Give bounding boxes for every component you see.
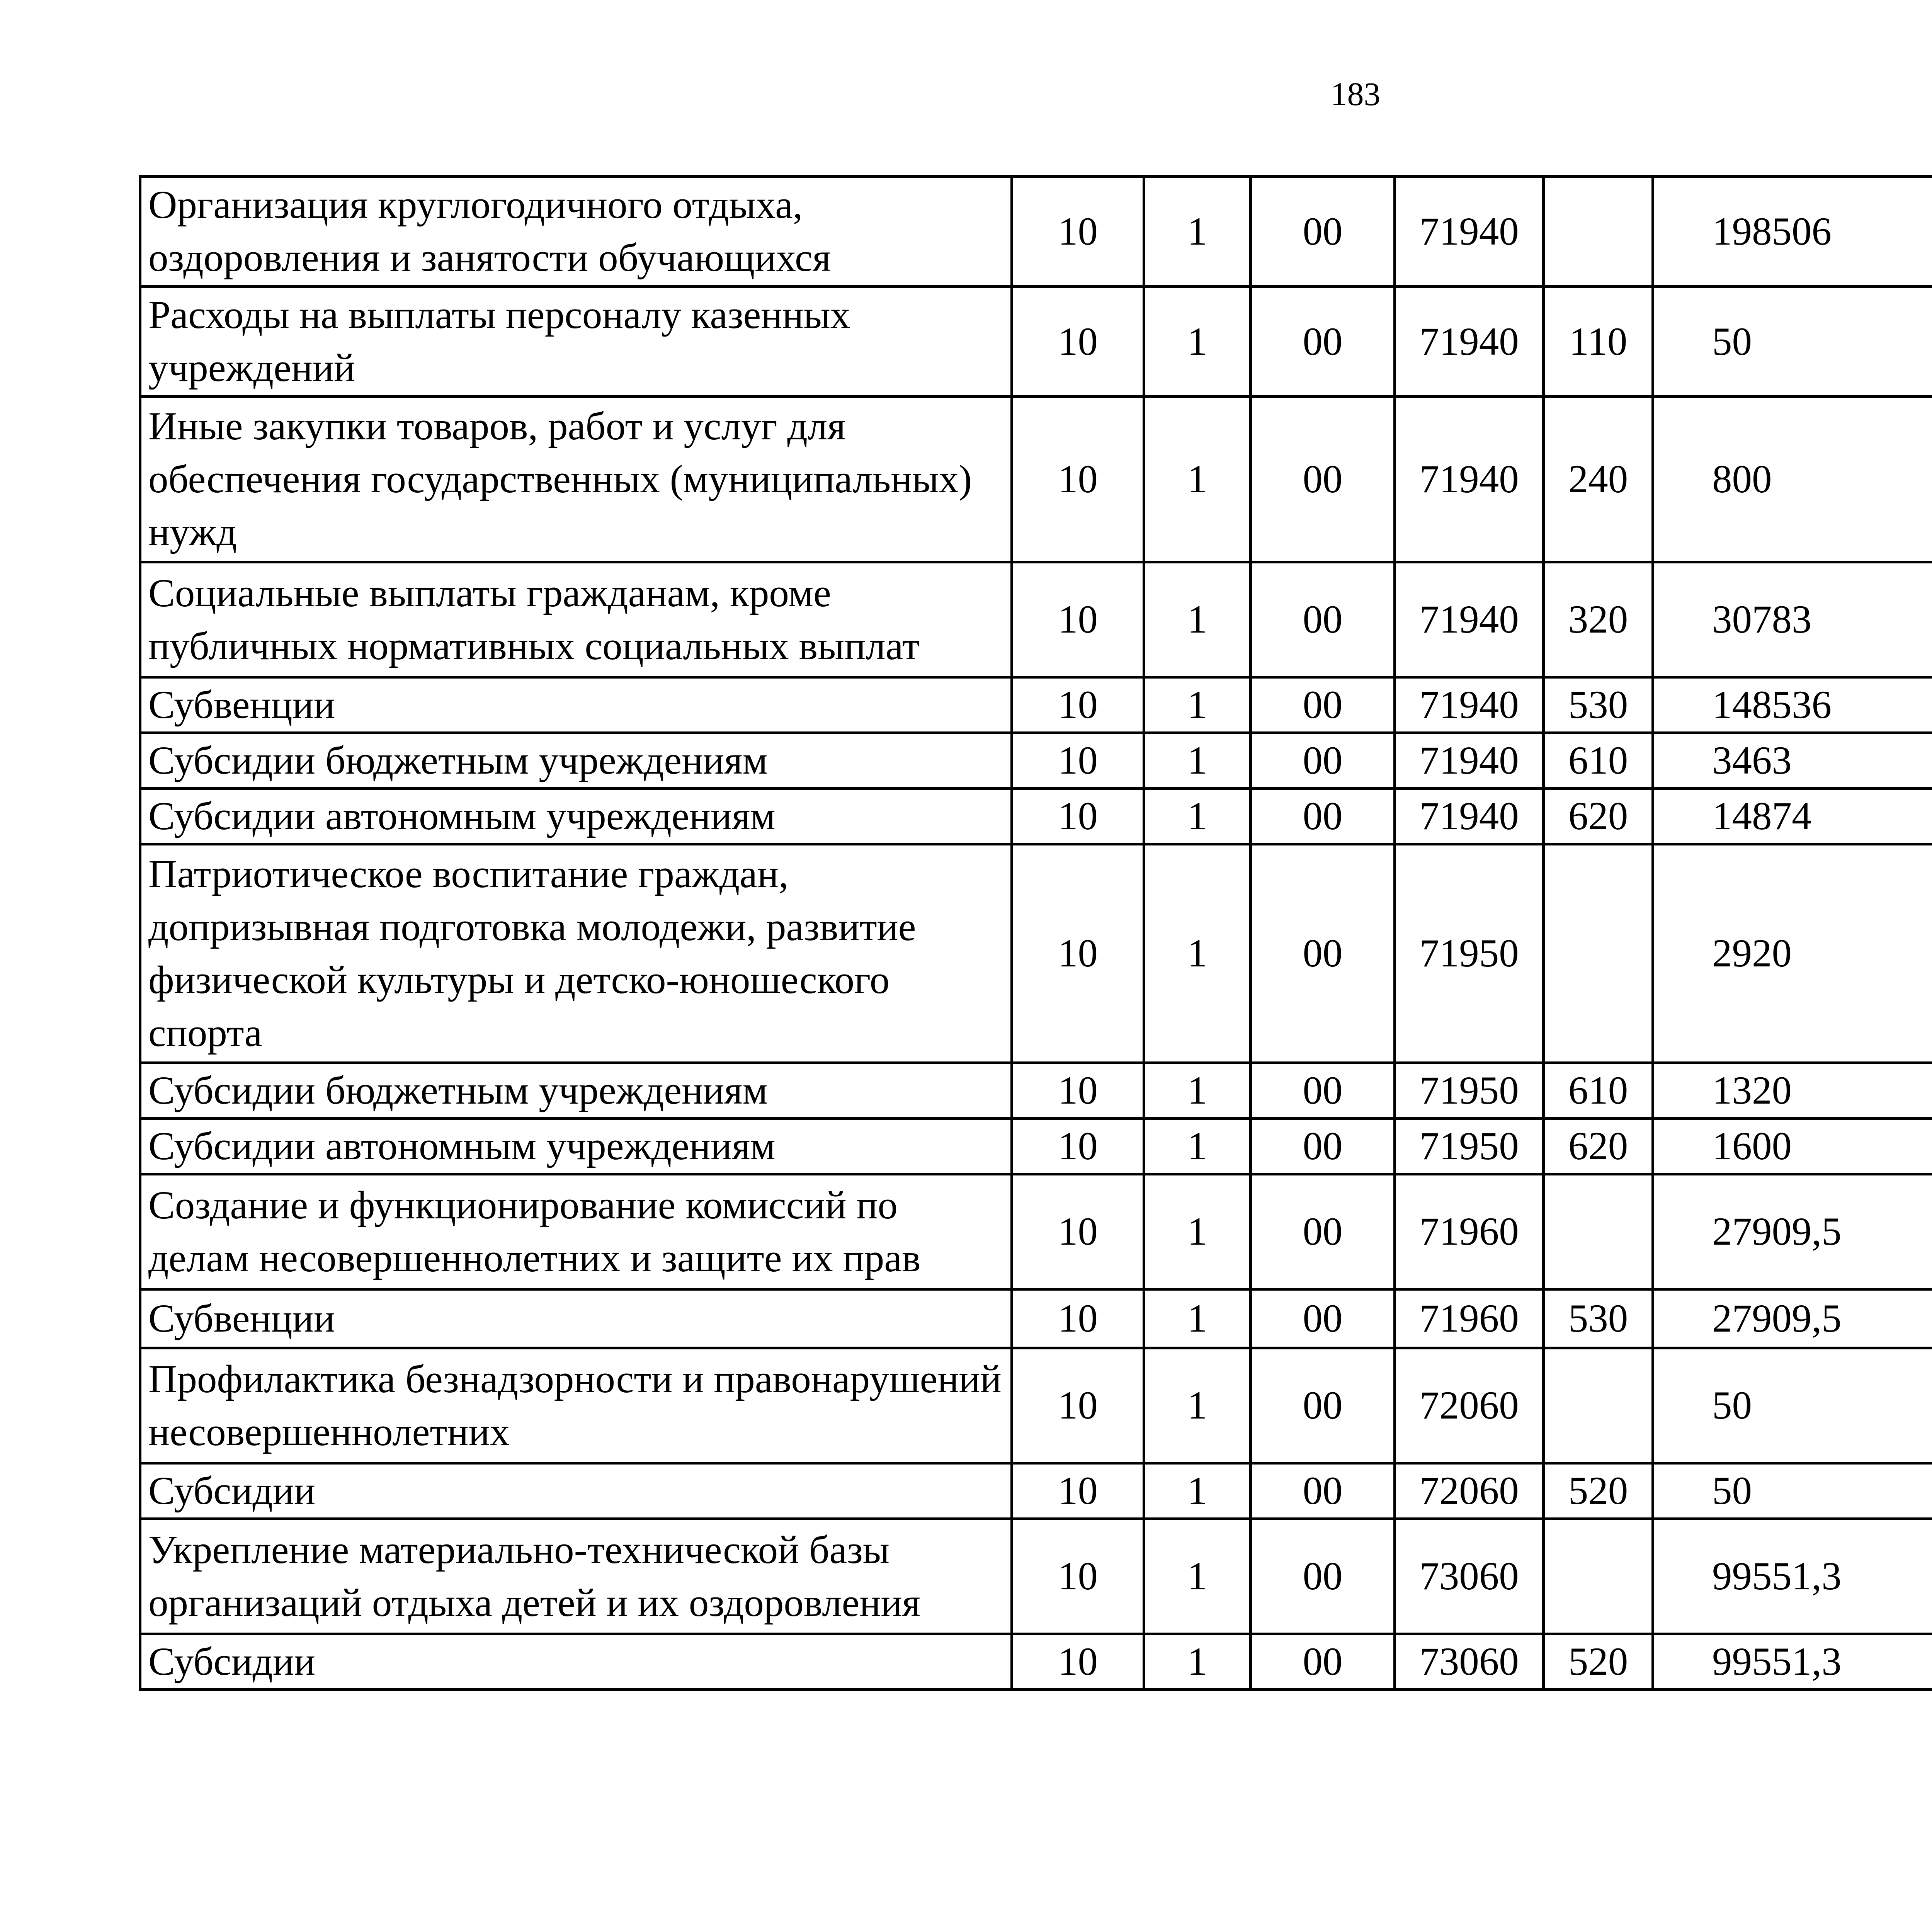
subsection-code: 1 xyxy=(1144,677,1251,733)
subsection-code: 1 xyxy=(1144,789,1251,844)
expense-type-code: 530 xyxy=(1544,677,1653,733)
section-code: 10 xyxy=(1012,789,1144,844)
expense-type-code: 620 xyxy=(1544,789,1653,844)
subsection-code: 1 xyxy=(1144,397,1251,562)
table-row xyxy=(140,397,1932,562)
expense-type-code xyxy=(1544,177,1653,287)
expense-type-code xyxy=(1544,1348,1653,1463)
expense-type-code xyxy=(1544,1174,1653,1289)
expense-type-code xyxy=(1544,844,1653,1063)
program-code: 00 xyxy=(1251,1119,1395,1174)
section-code: 10 xyxy=(1012,397,1144,562)
section-code: 10 xyxy=(1012,177,1144,287)
target-item-code: 71940 xyxy=(1395,397,1544,562)
subsection-code: 1 xyxy=(1144,1634,1251,1690)
table-row xyxy=(140,1063,1932,1119)
amount-year-1: 2920 xyxy=(1653,844,1932,1063)
amount-year-1: 99551,3 xyxy=(1653,1519,1932,1634)
section-code: 10 xyxy=(1012,1519,1144,1634)
program-code: 00 xyxy=(1251,177,1395,287)
target-item-code: 71960 xyxy=(1395,1174,1544,1289)
subsection-code: 1 xyxy=(1144,1174,1251,1289)
target-item-code: 71940 xyxy=(1395,562,1544,677)
row-name: Субвенции xyxy=(140,1289,1012,1348)
table-row xyxy=(140,1119,1932,1174)
amount-year-1: 27909,5 xyxy=(1653,1174,1932,1289)
target-item-code: 71940 xyxy=(1395,733,1544,789)
expense-type-code: 610 xyxy=(1544,733,1653,789)
table-row xyxy=(140,1348,1932,1463)
row-name: Профилактика безнадзорности и правонарушений несовершеннолетних xyxy=(140,1348,1012,1463)
section-code: 10 xyxy=(1012,287,1144,397)
section-code: 10 xyxy=(1012,1063,1144,1119)
target-item-code: 71940 xyxy=(1395,177,1544,287)
amount-year-1: 800 xyxy=(1653,397,1932,562)
expense-type-code: 610 xyxy=(1544,1063,1653,1119)
table-row xyxy=(140,177,1932,287)
row-name: Субвенции xyxy=(140,677,1012,733)
target-item-code: 71960 xyxy=(1395,1289,1544,1348)
amount-year-1: 50 xyxy=(1653,287,1932,397)
subsection-code: 1 xyxy=(1144,1289,1251,1348)
target-item-code: 71950 xyxy=(1395,844,1544,1063)
table-row xyxy=(140,1174,1932,1289)
section-code: 10 xyxy=(1012,1634,1144,1690)
target-item-code: 71940 xyxy=(1395,677,1544,733)
subsection-code: 1 xyxy=(1144,1348,1251,1463)
target-item-code: 72060 xyxy=(1395,1348,1544,1463)
table-row xyxy=(140,677,1932,733)
target-item-code: 73060 xyxy=(1395,1634,1544,1690)
section-code: 10 xyxy=(1012,1289,1144,1348)
subsection-code: 1 xyxy=(1144,562,1251,677)
table-row xyxy=(140,1634,1932,1690)
subsection-code: 1 xyxy=(1144,844,1251,1063)
table-row xyxy=(140,287,1932,397)
section-code: 10 xyxy=(1012,1463,1144,1519)
program-code: 00 xyxy=(1251,1519,1395,1634)
target-item-code: 71950 xyxy=(1395,1119,1544,1174)
amount-year-1: 50 xyxy=(1653,1348,1932,1463)
table-row xyxy=(140,1519,1932,1634)
table-row xyxy=(140,562,1932,677)
program-code: 00 xyxy=(1251,733,1395,789)
amount-year-1: 1600 xyxy=(1653,1119,1932,1174)
table-row xyxy=(140,733,1932,789)
amount-year-1: 198506 xyxy=(1653,177,1932,287)
amount-year-1: 99551,3 xyxy=(1653,1634,1932,1690)
program-code: 00 xyxy=(1251,844,1395,1063)
section-code: 10 xyxy=(1012,562,1144,677)
program-code: 00 xyxy=(1251,1174,1395,1289)
amount-year-1: 14874 xyxy=(1653,789,1932,844)
section-code: 10 xyxy=(1012,844,1144,1063)
expense-type-code: 240 xyxy=(1544,397,1653,562)
subsection-code: 1 xyxy=(1144,1063,1251,1119)
row-name: Субсидии бюджетным учреждениям xyxy=(140,733,1012,789)
amount-year-1: 148536 xyxy=(1653,677,1932,733)
expense-type-code xyxy=(1544,1519,1653,1634)
amount-year-1: 1320 xyxy=(1653,1063,1932,1119)
program-code: 00 xyxy=(1251,1634,1395,1690)
row-name: Субсидии xyxy=(140,1634,1012,1690)
target-item-code: 73060 xyxy=(1395,1519,1544,1634)
expense-type-code: 520 xyxy=(1544,1463,1653,1519)
amount-year-1: 3463 xyxy=(1653,733,1932,789)
table-row xyxy=(140,1289,1932,1348)
program-code: 00 xyxy=(1251,1289,1395,1348)
subsection-code: 1 xyxy=(1144,177,1251,287)
program-code: 00 xyxy=(1251,677,1395,733)
row-name: Патриотическое воспитание граждан, допризывная подготовка молодежи, развитие физической культуры и детско-юношеского спорта xyxy=(140,844,1012,1063)
program-code: 00 xyxy=(1251,1348,1395,1463)
target-item-code: 72060 xyxy=(1395,1463,1544,1519)
section-code: 10 xyxy=(1012,733,1144,789)
target-item-code: 71950 xyxy=(1395,1063,1544,1119)
expense-type-code: 110 xyxy=(1544,287,1653,397)
table-row xyxy=(140,1463,1932,1519)
expense-type-code: 530 xyxy=(1544,1289,1653,1348)
expense-type-code: 620 xyxy=(1544,1119,1653,1174)
row-name: Субсидии автономным учреждениям xyxy=(140,1119,1012,1174)
subsection-code: 1 xyxy=(1144,1463,1251,1519)
amount-year-1: 30783 xyxy=(1653,562,1932,677)
table-body xyxy=(140,177,1932,1690)
row-name: Организация круглогодичного отдыха, оздоровления и занятости обучающихся xyxy=(140,177,1012,287)
row-name: Создание и функционирование комиссий по делам несовершеннолетних и защите их прав xyxy=(140,1174,1012,1289)
subsection-code: 1 xyxy=(1144,1119,1251,1174)
amount-year-1: 27909,5 xyxy=(1653,1289,1932,1348)
row-name: Субсидии xyxy=(140,1463,1012,1519)
subsection-code: 1 xyxy=(1144,1519,1251,1634)
table-row xyxy=(140,789,1932,844)
program-code: 00 xyxy=(1251,562,1395,677)
row-name: Иные закупки товаров, работ и услуг для обеспечения государственных (муниципальных) нужд xyxy=(140,397,1012,562)
subsection-code: 1 xyxy=(1144,287,1251,397)
target-item-code: 71940 xyxy=(1395,287,1544,397)
section-code: 10 xyxy=(1012,1119,1144,1174)
row-name: Расходы на выплаты персоналу казенных учреждений xyxy=(140,287,1012,397)
section-code: 10 xyxy=(1012,1174,1144,1289)
program-code: 00 xyxy=(1251,287,1395,397)
program-code: 00 xyxy=(1251,789,1395,844)
program-code: 00 xyxy=(1251,1463,1395,1519)
row-name: Субсидии бюджетным учреждениям xyxy=(140,1063,1012,1119)
subsection-code: 1 xyxy=(1144,733,1251,789)
row-name: Укрепление материально-технической базы организаций отдыха детей и их оздоровления xyxy=(140,1519,1012,1634)
table-row xyxy=(140,844,1932,1063)
page-number: 183 xyxy=(1330,75,1381,112)
program-code: 00 xyxy=(1251,397,1395,562)
section-code: 10 xyxy=(1012,677,1144,733)
target-item-code: 71940 xyxy=(1395,789,1544,844)
expense-type-code: 320 xyxy=(1544,562,1653,677)
expense-type-code: 520 xyxy=(1544,1634,1653,1690)
budget-table xyxy=(139,175,1932,1691)
program-code: 00 xyxy=(1251,1063,1395,1119)
row-name: Субсидии автономным учреждениям xyxy=(140,789,1012,844)
amount-year-1: 50 xyxy=(1653,1463,1932,1519)
row-name: Социальные выплаты гражданам, кроме публичных нормативных социальных выплат xyxy=(140,562,1012,677)
section-code: 10 xyxy=(1012,1348,1144,1463)
